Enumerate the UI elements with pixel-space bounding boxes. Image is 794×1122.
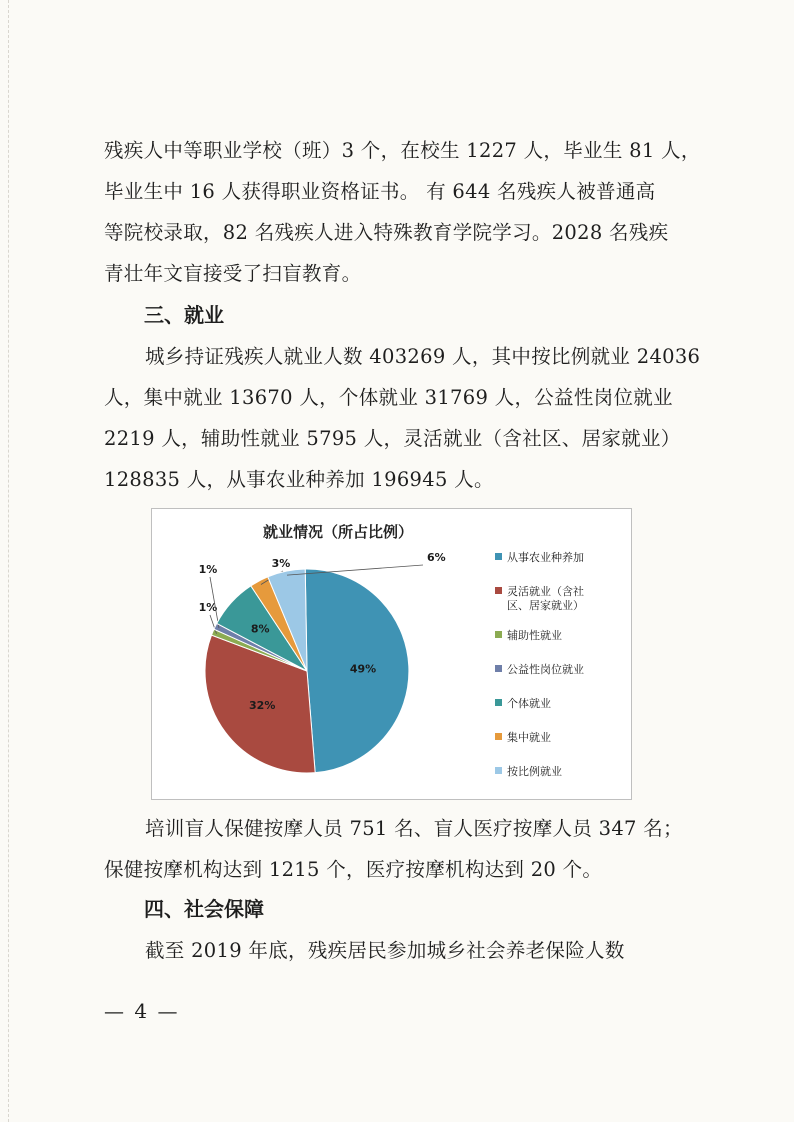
text-line: 毕业生中 16 人获得职业资格证书。 有 644 名残疾人被普通高: [104, 180, 656, 203]
legend-swatch: [495, 631, 502, 638]
text-line: 城乡持证残疾人就业人数 403269 人，其中按比例就业 24036: [145, 345, 701, 368]
slice-label: 1%: [198, 563, 218, 576]
legend-label: 灵活就业（含社: [507, 585, 584, 598]
text-line: 2219 人，辅助性就业 5795 人，灵活就业（含社区、居家就业）: [104, 427, 681, 450]
slice-label: 3%: [271, 557, 291, 570]
legend-swatch: [495, 553, 502, 560]
paragraph-education: [104, 130, 701, 294]
slice-label: 6%: [427, 551, 446, 564]
legend-label: 区、居家就业）: [507, 599, 584, 612]
legend-label: 从事农业种养加: [507, 551, 584, 564]
text-line: 保健按摩机构达到 1215 个，医疗按摩机构达到 20 个。: [104, 858, 603, 881]
text-line: 培训盲人保健按摩人员 751 名、盲人医疗按摩人员 347 名；: [145, 817, 683, 840]
paragraph-employment: [104, 336, 701, 500]
legend-label: 集中就业: [507, 731, 551, 744]
text-line: 截至 2019 年底，残疾居民参加城乡社会养老保险人数: [145, 939, 625, 962]
text-line: 残疾人中等职业学校（班）3 个，在校生 1227 人，毕业生 81 人，: [104, 139, 701, 162]
legend-swatch: [495, 587, 502, 594]
page-edge-line: [8, 0, 9, 1122]
paragraph-massage-training: [104, 808, 686, 890]
legend-swatch: [495, 699, 502, 706]
slice-label: 1%: [198, 601, 218, 614]
legend-swatch: [495, 767, 502, 774]
slice-label: 8%: [250, 622, 270, 636]
legend-label: 辅助性就业: [507, 629, 562, 642]
text-line: 青壮年文盲接受了扫盲教育。: [104, 262, 362, 285]
paragraph-social-security: [104, 930, 686, 971]
legend-label: 按比例就业: [507, 765, 562, 778]
slice-label: 32%: [249, 698, 276, 712]
slice-label: 49%: [349, 662, 377, 676]
legend-swatch: [495, 733, 502, 740]
legend-label: 个体就业: [507, 697, 551, 710]
legend-swatch: [495, 665, 502, 672]
text-line: 人，集中就业 13670 人，个体就业 31769 人，公益性岗位就业: [104, 386, 673, 409]
section-heading-employment: 三、就业: [144, 303, 224, 327]
section-heading-social-security: 四、社会保障: [144, 897, 264, 921]
chart-title: 就业情况（所占比例）: [262, 523, 414, 541]
page-number: — 4 —: [104, 999, 180, 1023]
employment-pie-chart: [151, 508, 632, 800]
text-line: 128835 人，从事农业种养加 196945 人。: [104, 468, 494, 491]
legend-label: 公益性岗位就业: [507, 663, 584, 676]
pie-chart-svg: [152, 509, 631, 799]
text-line: 等院校录取，82 名残疾人进入特殊教育学院学习。2028 名残疾: [104, 221, 669, 244]
